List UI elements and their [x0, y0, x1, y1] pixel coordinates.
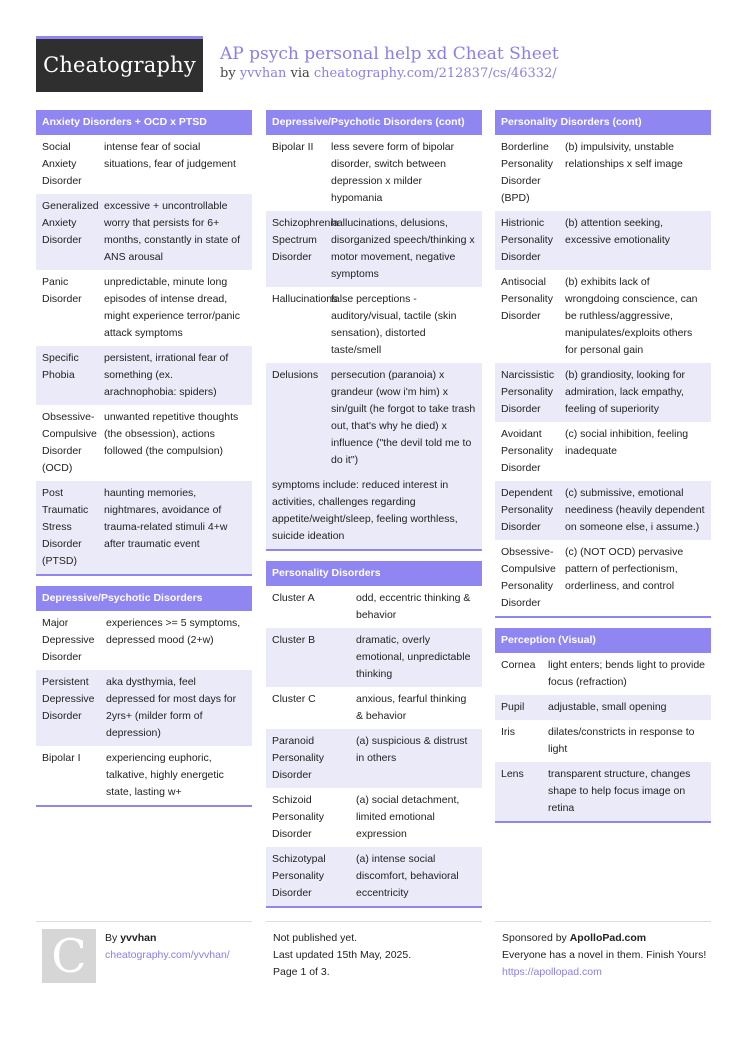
logo-text: Cheatography [43, 53, 196, 77]
section-heading: Anxiety Disorders + OCD x PTSD [36, 110, 252, 135]
term: Generalized Anxiety Disorder [42, 200, 99, 246]
footer-meta [273, 930, 411, 981]
rows [495, 135, 711, 616]
definition: (a) suspicious & distrust in others [356, 735, 468, 764]
byline [220, 66, 557, 81]
definition: anxious, fearful thinking & behavior [356, 693, 467, 722]
definition: (b) exhibits lack of wrongdoing conscience, can be ruthless/aggressive, manipulates/exploits others for personal gain [565, 276, 698, 356]
definition: (b) grandiosity, looking for admiration, lack empathy, feeling of superiority [565, 369, 686, 415]
term: Cluster B [272, 634, 316, 646]
definition: (b) impulsivity, unstable relationships x self image [565, 141, 683, 170]
table-row [266, 586, 482, 628]
author-link[interactable]: yvvhan [239, 66, 287, 81]
term: Antisocial Personality Disorder [501, 276, 553, 322]
term: Social Anxiety Disorder [42, 141, 82, 187]
sponsor-link[interactable]: https://apollopad.com [502, 966, 602, 978]
definition: (c) submissive, emotional neediness (heavily dependent on someone else, i assume.) [565, 487, 705, 533]
term: Avoidant Personality Disorder [501, 428, 553, 474]
table-row [36, 670, 252, 746]
term: Obsessive-Compulsive Personality Disorder [501, 546, 556, 609]
term: Pupil [501, 701, 525, 713]
definition: false perceptions - auditory/visual, tactile (skin sensation), distorted taste/smell [331, 293, 457, 356]
term: Narcissistic Personality Disorder [501, 369, 555, 415]
term: Schizotypal Personality Disorder [272, 853, 326, 899]
table-row [36, 346, 252, 405]
term: Paranoid Personality Disorder [272, 735, 324, 781]
section-heading: Personality Disorders [266, 561, 482, 586]
page-number: Page 1 of 3. [273, 966, 330, 978]
table-row [36, 270, 252, 346]
definition: haunting memories, nightmares, avoidance of trauma-related stimuli 4+w after traumatic event [104, 487, 228, 550]
table-row [266, 788, 482, 847]
table-row [495, 720, 711, 762]
published-status: Not published yet. [273, 932, 358, 944]
section-heading: Depressive/Psychotic Disorders [36, 586, 252, 611]
author-avatar[interactable]: C [42, 929, 96, 983]
footer-author-name: yvvhan [120, 932, 157, 944]
definition: (a) social detachment, limited emotional expression [356, 794, 460, 840]
definition: (a) intense social discomfort, behavioral eccentricity [356, 853, 459, 899]
definition: transparent structure, changes shape to help focus image on retina [548, 768, 691, 814]
sponsor-name: ApolloPad.com [569, 932, 647, 944]
table-row [36, 405, 252, 481]
by-label: by [220, 66, 236, 81]
table-row [266, 363, 482, 473]
definition: aka dysthymia, feel depressed for most days for 2yrs+ (milder form of depression) [106, 676, 237, 739]
term: Major Depressive Disorder [42, 617, 95, 663]
column-2 [266, 110, 482, 918]
definition: odd, eccentric thinking & behavior [356, 592, 471, 621]
table-row [36, 481, 252, 574]
definition: (b) attention seeking, excessive emotionality [565, 217, 671, 246]
term: Bipolar I [42, 752, 81, 764]
table-row [36, 746, 252, 805]
term: Post Traumatic Stress Disorder (PTSD) [42, 487, 89, 567]
by-label: By [105, 932, 118, 944]
definition: (c) social inhibition, feeling inadequate [565, 428, 689, 457]
definition: hallucinations, delusions, disorganized speech/thinking x motor movement, negative symptoms [331, 217, 475, 280]
table-row [495, 135, 711, 211]
table-row [266, 729, 482, 788]
cheatography-logo[interactable] [36, 36, 203, 92]
table-row [266, 287, 482, 363]
term: Specific Phobia [42, 352, 79, 381]
table-row [266, 687, 482, 729]
footer-divider [36, 921, 252, 922]
table-row [495, 422, 711, 481]
term: Obsessive-Compulsive Disorder (OCD) [42, 411, 97, 474]
term: Persistent Depressive Disorder [42, 676, 95, 722]
term: Cluster C [272, 693, 316, 705]
section-anxiety [36, 110, 252, 576]
term: Delusions [272, 369, 319, 381]
definition: excessive + uncontrollable worry that persists for 6+ months, constantly in state of ANS arousal [104, 200, 240, 263]
term: Cluster A [272, 592, 315, 604]
table-row [495, 653, 711, 695]
definition: experiences >= 5 symptoms, depressed mood (2+w) [106, 617, 241, 646]
section-heading: Perception (Visual) [495, 628, 711, 653]
rows [36, 611, 252, 805]
definition: unwanted repetitive thoughts (the obsession), actions followed (the compulsion) [104, 411, 239, 457]
last-updated: Last updated 15th May, 2025. [273, 949, 412, 961]
term: Dependent Personality Disorder [501, 487, 553, 533]
definition: intense fear of social situations, fear of judgement [104, 141, 236, 170]
term: Schizophrenia Spectrum Disorder [272, 217, 339, 263]
term: Schizoid Personality Disorder [272, 794, 324, 840]
definition: experiencing euphoric, talkative, highly energetic state, lasting w+ [106, 752, 224, 798]
rows [495, 653, 711, 821]
section-perception [495, 628, 711, 823]
table-row [495, 762, 711, 821]
term: Panic Disorder [42, 276, 82, 305]
term: Lens [501, 768, 524, 780]
definition: unpredictable, minute long episodes of intense dread, might experience terror/panic attack symptoms [104, 276, 240, 339]
table-row [495, 481, 711, 540]
term: Histrionic Personality Disorder [501, 217, 553, 263]
definition: dramatic, overly emotional, unpredictable thinking [356, 634, 471, 680]
table-row [495, 363, 711, 422]
table-row [266, 628, 482, 687]
table-row [36, 194, 252, 270]
sponsor-tagline: Everyone has a novel in them. Finish Yours! [502, 949, 707, 961]
definition: less severe form of bipolar disorder, switch between depression x milder hypomania [331, 141, 455, 204]
footer-author [105, 930, 230, 964]
sheet-url-link[interactable]: cheatography.com/212837/cs/46332/ [313, 66, 557, 81]
column-3 [495, 110, 711, 833]
table-row [495, 695, 711, 720]
definition: persistent, irrational fear of something (ex. arachnophobia: spiders) [104, 352, 229, 398]
term: Cornea [501, 659, 536, 671]
symptoms-note: symptoms include: reduced interest in activities, challenges regarding appetite/weight/sleep, feeling worthless, suicide ideation [266, 473, 482, 549]
table-row [495, 270, 711, 363]
rows [36, 135, 252, 574]
sponsored-label: Sponsored by [502, 932, 567, 944]
page-title: AP psych personal help xd Cheat Sheet [220, 44, 559, 64]
rows [266, 135, 482, 473]
via-label: via [290, 66, 310, 81]
definition: dilates/constricts in response to light [548, 726, 695, 755]
rows [266, 586, 482, 906]
footer-sponsor [502, 930, 707, 981]
table-row [266, 211, 482, 287]
section-depressive-cont [266, 110, 482, 551]
table-row [495, 540, 711, 616]
term: Iris [501, 726, 515, 738]
term: Hallucinations [272, 293, 338, 305]
term: Borderline Personality Disorder (BPD) [501, 141, 553, 204]
table-row [266, 847, 482, 906]
section-personality-cont [495, 110, 711, 618]
definition: persecution (paranoia) x grandeur (wow i'm him) x sin/guilt (he forgot to take trash out, that's why he died) x influence ("the devil told me to do it") [331, 369, 476, 466]
section-personality [266, 561, 482, 908]
term: Bipolar II [272, 141, 314, 153]
footer-divider [495, 921, 711, 922]
table-row [36, 611, 252, 670]
table-row [36, 135, 252, 194]
section-depressive [36, 586, 252, 807]
author-profile-link[interactable]: cheatography.com/yvvhan/ [105, 949, 230, 961]
definition: (c) (NOT OCD) pervasive pattern of perfectionism, orderliness, and control [565, 546, 684, 592]
definition: light enters; bends light to provide focus (refraction) [548, 659, 706, 688]
table-row [495, 211, 711, 270]
column-1 [36, 110, 252, 817]
section-heading: Personality Disorders (cont) [495, 110, 711, 135]
definition: adjustable, small opening [548, 701, 667, 713]
section-heading: Depressive/Psychotic Disorders (cont) [266, 110, 482, 135]
table-row [266, 135, 482, 211]
footer-divider [266, 921, 482, 922]
